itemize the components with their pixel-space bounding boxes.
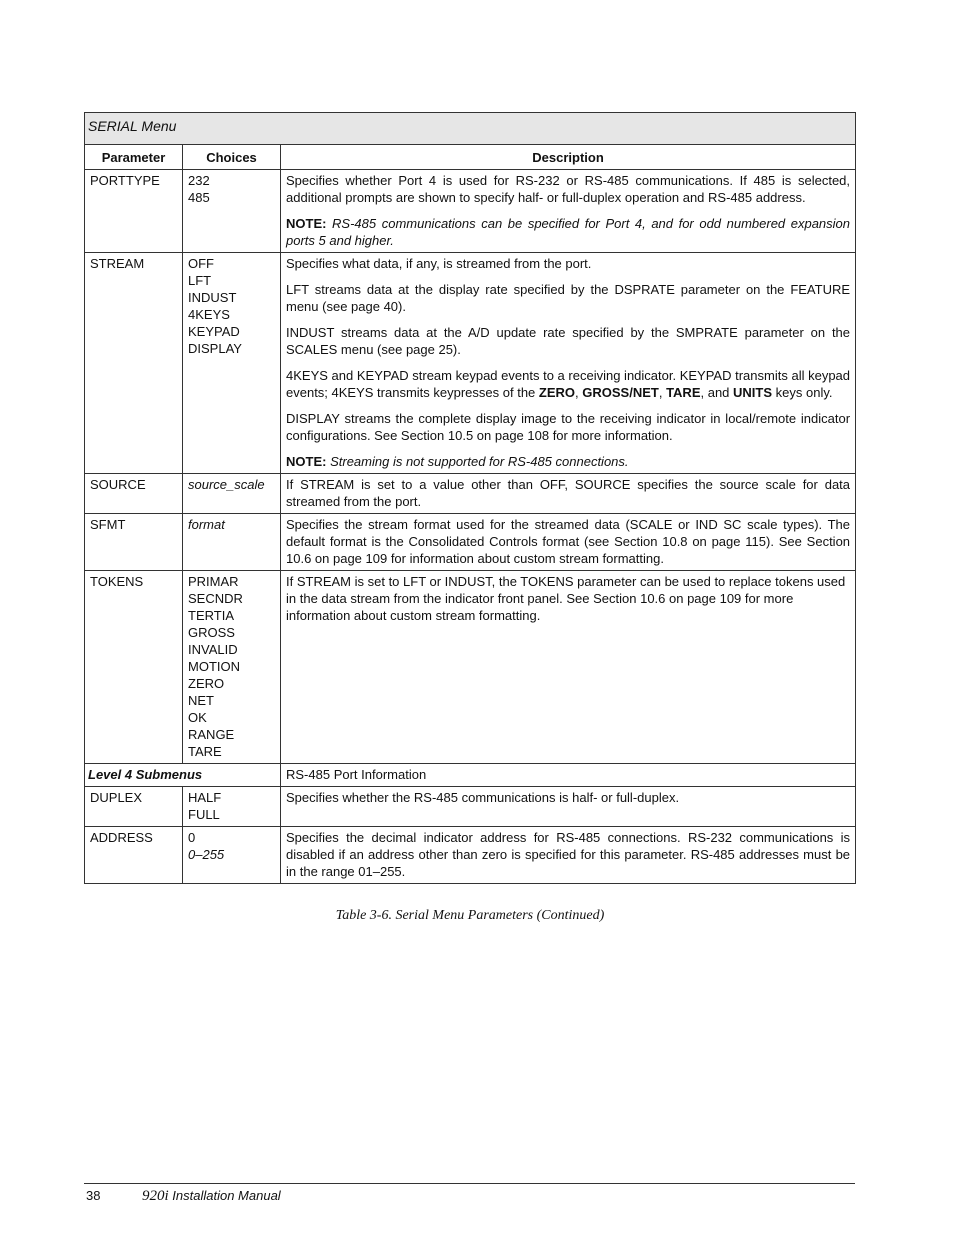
- param-porttype: PORTTYPE: [85, 170, 183, 253]
- choice-item: INDUST: [188, 290, 237, 305]
- note: [286, 215, 850, 249]
- choice-item: 0: [188, 830, 196, 845]
- table-row: [85, 514, 856, 571]
- header-description: Description: [281, 145, 856, 170]
- key-name: TARE: [666, 385, 701, 400]
- choice-item: GROSS: [188, 625, 235, 640]
- description-text: Specifies whether the RS-485 communications is half- or full-duplex.: [281, 787, 856, 827]
- text-run: ,: [575, 385, 583, 400]
- column-header-row: [85, 145, 856, 170]
- table-row: [85, 827, 856, 884]
- description-text: Specifies what data, if any, is streamed from the port.: [286, 256, 592, 271]
- model-name: 920i: [142, 1188, 169, 1204]
- description-text: DISPLAY streams the complete display image to the receiving indicator in local/remote indicator configurations. See Section 10.5 on page 108 for more information.: [286, 411, 851, 443]
- note-label: NOTE:: [286, 216, 327, 231]
- text-run: ,: [658, 385, 667, 400]
- menu-title-row: [85, 113, 856, 145]
- text-run: , and: [700, 385, 734, 400]
- choice-item: DISPLAY: [188, 341, 242, 356]
- note-label: NOTE:: [286, 454, 327, 469]
- choice-item: PRIMAR: [188, 574, 239, 589]
- description-text: Specifies whether Port 4 is used for RS-232 or RS-485 communications. If 485 is selected, additional prompts are shown to specify half- or full-duplex operation and RS-485 address.: [286, 173, 851, 205]
- description-text: Specifies the stream format used for the streamed data (SCALE or IND SC scale types). The default format is the Consolidated Controls format (see Section 10.8 on page 115). See Section 10.6 on page 109 for information about custom stream formatting.: [281, 514, 856, 571]
- header-parameter: Parameter: [85, 145, 183, 170]
- description-text: Specifies the decimal indicator address for RS-485 connections. RS-232 communications is disabled if an address other than zero is specified for this parameter. RS-485 addresses must be in the range 01–255.: [281, 827, 856, 884]
- choice-item: KEYPAD: [188, 324, 240, 339]
- key-name: UNITS: [733, 385, 773, 400]
- choice-item: INVALID: [188, 642, 238, 657]
- description-cell: [281, 170, 856, 253]
- choices-cell: [183, 253, 281, 474]
- choice-item: 485: [188, 190, 210, 205]
- note-text: RS-485 communications can be specified for Port 4, and for odd numbered expansion ports 5 and higher.: [286, 216, 851, 248]
- header-choices: Choices: [183, 145, 281, 170]
- footer-divider: [84, 1183, 855, 1184]
- table-row: [85, 474, 856, 514]
- submenu-label: Level 4 Submenus: [85, 764, 281, 787]
- text-run: 4KEYS and KEYPAD stream keypad events to a receiving indicator. KEYPAD transmits all keypad events; 4KEYS transmits keypresses of the: [286, 368, 851, 400]
- param-duplex: DUPLEX: [85, 787, 183, 827]
- description-text: [286, 367, 850, 401]
- choice-item: format: [183, 514, 281, 571]
- choice-item: SECNDR: [188, 591, 243, 606]
- table-row: [85, 170, 856, 253]
- note-text: Streaming is not supported for RS-485 connections.: [330, 454, 629, 469]
- choice-item: MOTION: [188, 659, 240, 674]
- submenu-description: RS-485 Port Information: [281, 764, 856, 787]
- choice-item: OK: [188, 710, 207, 725]
- description-cell: [281, 253, 856, 474]
- description-text: If STREAM is set to LFT or INDUST, the TOKENS parameter can be used to replace tokens used in the data stream from the indicator front panel. See Section 10.6 on page 109 for more information about custom stream formatting.: [281, 571, 856, 764]
- choice-item: ZERO: [188, 676, 225, 691]
- manual-title: Installation Manual: [172, 1188, 281, 1203]
- choice-item: NET: [188, 693, 214, 708]
- text-run: keys only.: [772, 385, 833, 400]
- choices-cell: [183, 787, 281, 827]
- param-sfmt: SFMT: [85, 514, 183, 571]
- param-tokens: TOKENS: [85, 571, 183, 764]
- choice-item: OFF: [188, 256, 214, 271]
- param-stream: STREAM: [85, 253, 183, 474]
- choice-item: TARE: [188, 744, 222, 759]
- choice-item: 232: [188, 173, 210, 188]
- param-source: SOURCE: [85, 474, 183, 514]
- description-text: LFT streams data at the display rate specified by the DSPRATE parameter on the FEATURE menu (see page 40).: [286, 282, 851, 314]
- table-caption: Table 3-6. Serial Menu Parameters (Continued): [335, 908, 605, 923]
- choices-cell: [183, 571, 281, 764]
- submenu-row: [85, 764, 856, 787]
- key-name: GROSS/NET: [582, 385, 659, 400]
- table-row: [85, 571, 856, 764]
- choices-cell: [183, 170, 281, 253]
- note: [286, 453, 850, 470]
- choice-item: source_scale: [183, 474, 281, 514]
- description-text: If STREAM is set to a value other than OFF, SOURCE specifies the source scale for data streamed from the port.: [281, 474, 856, 514]
- choice-item: 4KEYS: [188, 307, 230, 322]
- serial-menu-table: [84, 112, 856, 884]
- choice-item: TERTIA: [188, 608, 234, 623]
- choice-item: FULL: [188, 807, 220, 822]
- key-name: ZERO: [538, 385, 576, 400]
- table-row: [85, 787, 856, 827]
- page-number: 38: [86, 1188, 101, 1203]
- description-text: INDUST streams data at the A/D update rate specified by the SMPRATE parameter on the SCALES menu (see page 25).: [286, 325, 851, 357]
- menu-title: SERIAL Menu: [85, 113, 856, 145]
- choice-item: 0–255: [188, 847, 225, 862]
- param-address: ADDRESS: [85, 827, 183, 884]
- table-row: [85, 253, 856, 474]
- choice-item: LFT: [188, 273, 212, 288]
- choices-cell: [183, 827, 281, 884]
- choice-item: HALF: [188, 790, 222, 805]
- page-footer: [86, 1188, 281, 1205]
- choice-item: RANGE: [188, 727, 235, 742]
